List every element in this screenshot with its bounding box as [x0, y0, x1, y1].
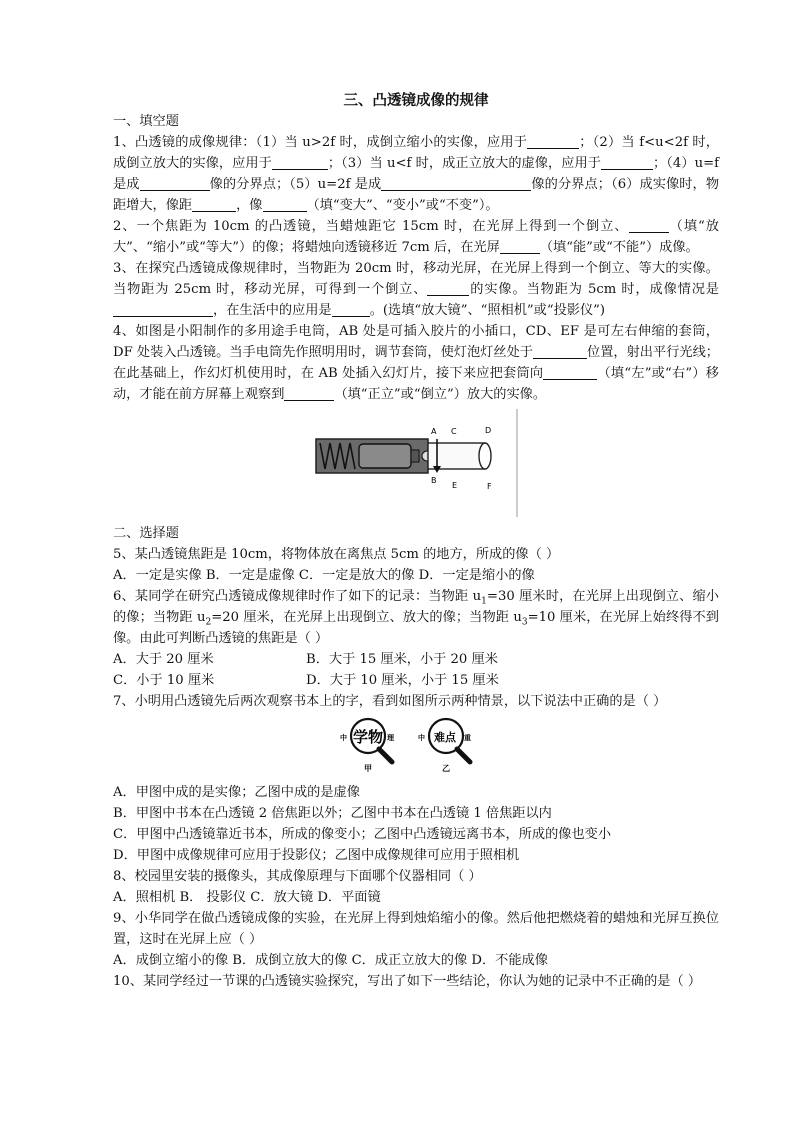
label-f: F	[487, 482, 492, 491]
question-6-options-row1	[113, 649, 719, 670]
option-a: A．甲图中成的是实像；乙图中成的是虚像	[113, 785, 360, 800]
answer-blank[interactable]	[140, 175, 210, 191]
jia-left-char: 中	[340, 734, 347, 742]
answer-blank[interactable]	[601, 154, 653, 170]
jia-right-char: 理	[387, 734, 394, 742]
jia-label: 甲	[364, 764, 372, 772]
section-fill-in: 一、填空题	[113, 114, 179, 129]
option-b: B．甲图中书本在凸透镜 2 倍焦距以外；乙图中书本在凸透镜 1 倍焦距以内	[113, 806, 552, 821]
question-6-options-row2	[113, 670, 719, 691]
question-7: 7、小明用凸透镜先后两次观察书本上的字，看到如图所示两种情景，以下说法中正确的是（ ）	[113, 694, 667, 709]
question-5: 5、某凸透镜焦距是 10cm，将物体放在离焦点 5cm 的地方，所成的像（ ）	[113, 547, 560, 562]
question-8-options: A．照相机 B． 投影仪 C．放大镜 D．平面镜	[113, 890, 381, 905]
answer-blank[interactable]	[427, 280, 469, 296]
answer-blank[interactable]	[332, 301, 370, 317]
option-d: D．大于 10 厘米，小于 15 厘米	[306, 673, 499, 688]
question-1: 1、凸透镜的成像规律：（1）当 u>2f 时，成倒立缩小的实像，应用于 ；（2）当 f<u<2f 时，成倒立放大的实像，应用于 ；（3）当 u<f 时，成正立放大的虚像，应用于 ；（4）u=f 是成 像的分界点；（5）u=2f 是成 像的分界点；（6）成实像时，物距增大，像距 ，像 （填“变大”、“变小”或“不变”）。	[113, 135, 720, 213]
magnifier-diagram	[113, 716, 719, 772]
option-c: C．小于 10 厘米	[113, 673, 215, 688]
answer-blank[interactable]	[284, 385, 334, 401]
flashlight-figure	[113, 409, 719, 517]
label-d: D	[485, 426, 492, 435]
answer-blank[interactable]	[272, 154, 328, 170]
yi-left-char: 中	[418, 734, 425, 742]
question-3: 3、在探究凸透镜成像规律时，当物距为 20cm 时，移动光屏，在光屏上得到一个倒立、等大的实像。当物距为 25cm 时，移动光屏，可得到一个倒立、 的实像。当物距为 5cm 时，成像情况是，在生活中的应用是 。(选填“放大镜”、“照相机”或“投影仪”)	[113, 261, 719, 318]
answer-blank[interactable]	[263, 196, 307, 212]
answer-blank[interactable]	[500, 238, 540, 254]
answer-blank[interactable]	[527, 133, 579, 149]
question-5-options: A．一定是实像 B．一定是虚像 C．一定是放大的像 D．一定是缩小的像	[113, 568, 535, 583]
yi-right-char: 重	[464, 734, 471, 742]
label-a: A	[431, 427, 437, 436]
question-2: 2、一个焦距为 10cm 的凸透镜，当蜡烛距它 15cm 时，在光屏上得到一个倒立、 （填“放大”、“缩小”或“等大”）的像；将蜡烛向透镜移近 7cm 后，在光屏 （填“能”或“不能”）成像。	[113, 219, 719, 255]
section-choice: 二、选择题	[113, 526, 179, 541]
answer-blank[interactable]	[533, 343, 587, 359]
option-a: A．大于 20 厘米	[113, 652, 214, 667]
jia-big-text: 学物	[353, 728, 384, 746]
question-9: 9、小华同学在做凸透镜成像的实验，在光屏上得到烛焰缩小的像。然后他把燃烧着的蜡烛和光屏互换位置，这时在光屏上应（ ）	[113, 911, 719, 947]
question-4: 4、如图是小阳制作的多用途手电筒，AB 处是可插入胶片的小插口，CD、EF 是可左右伸缩的套筒，DF 处装入凸透镜。当手电筒先作照明用时，调节套筒，使灯泡灯丝处于 位置，射出平行光线；在此基础上，作幻灯机使用时，在 AB 处插入幻灯片，接下来应把套筒向 （填“左”或“右”）移动，才能在前方屏幕上观察到 （填“正立”或“倒立”）放大的实像。	[113, 324, 719, 402]
answer-blank[interactable]	[629, 217, 669, 233]
label-b: B	[431, 476, 437, 485]
question-10: 10、某同学经过一节课的凸透镜实验探究，写出了如下一些结论，你认为她的记录中不正确的是（ ）	[113, 974, 702, 989]
question-6: 6、某同学在研究凸透镜成像规律时作了如下的记录：当物距 $u_1=30$ 厘米时，在光屏上出现倒立、缩小的像；当物距 $u_2=20$ 厘米，在光屏上出现倒立、放大的像；当物距 $u_3=10$ 厘米，在光屏上始终得不到像。由此可判断凸透镜的焦距是（ ）	[113, 589, 719, 646]
answer-blank[interactable]	[381, 175, 531, 191]
magnifier-figure	[113, 716, 719, 772]
question-9-options: A．成倒立缩小的像 B．成倒立放大的像 C．成正立放大的像 D．不能成像	[113, 953, 548, 968]
flashlight-diagram	[113, 409, 719, 517]
worksheet	[113, 86, 719, 992]
answer-blank[interactable]	[192, 196, 236, 212]
yi-big-text: 难点	[434, 731, 456, 744]
answer-blank[interactable]	[113, 301, 213, 317]
answer-blank[interactable]	[543, 364, 597, 380]
page-title: 三、凸透镜成像的规律	[343, 92, 489, 109]
question-8: 8、校园里安装的摄像头，其成像原理与下面哪个仪器相同（ ）	[113, 869, 482, 884]
label-c: C	[451, 427, 457, 436]
option-b: B．大于 15 厘米，小于 20 厘米	[306, 652, 498, 667]
option-d: D．甲图中成像规律可应用于投影仪；乙图中成像规律可应用于照相机	[113, 848, 520, 863]
label-e: E	[452, 481, 458, 490]
option-c: C．甲图中凸透镜靠近书本，所成的像变小；乙图中凸透镜远离书本，所成的像也变小	[113, 827, 612, 842]
yi-label: 乙	[442, 764, 450, 772]
